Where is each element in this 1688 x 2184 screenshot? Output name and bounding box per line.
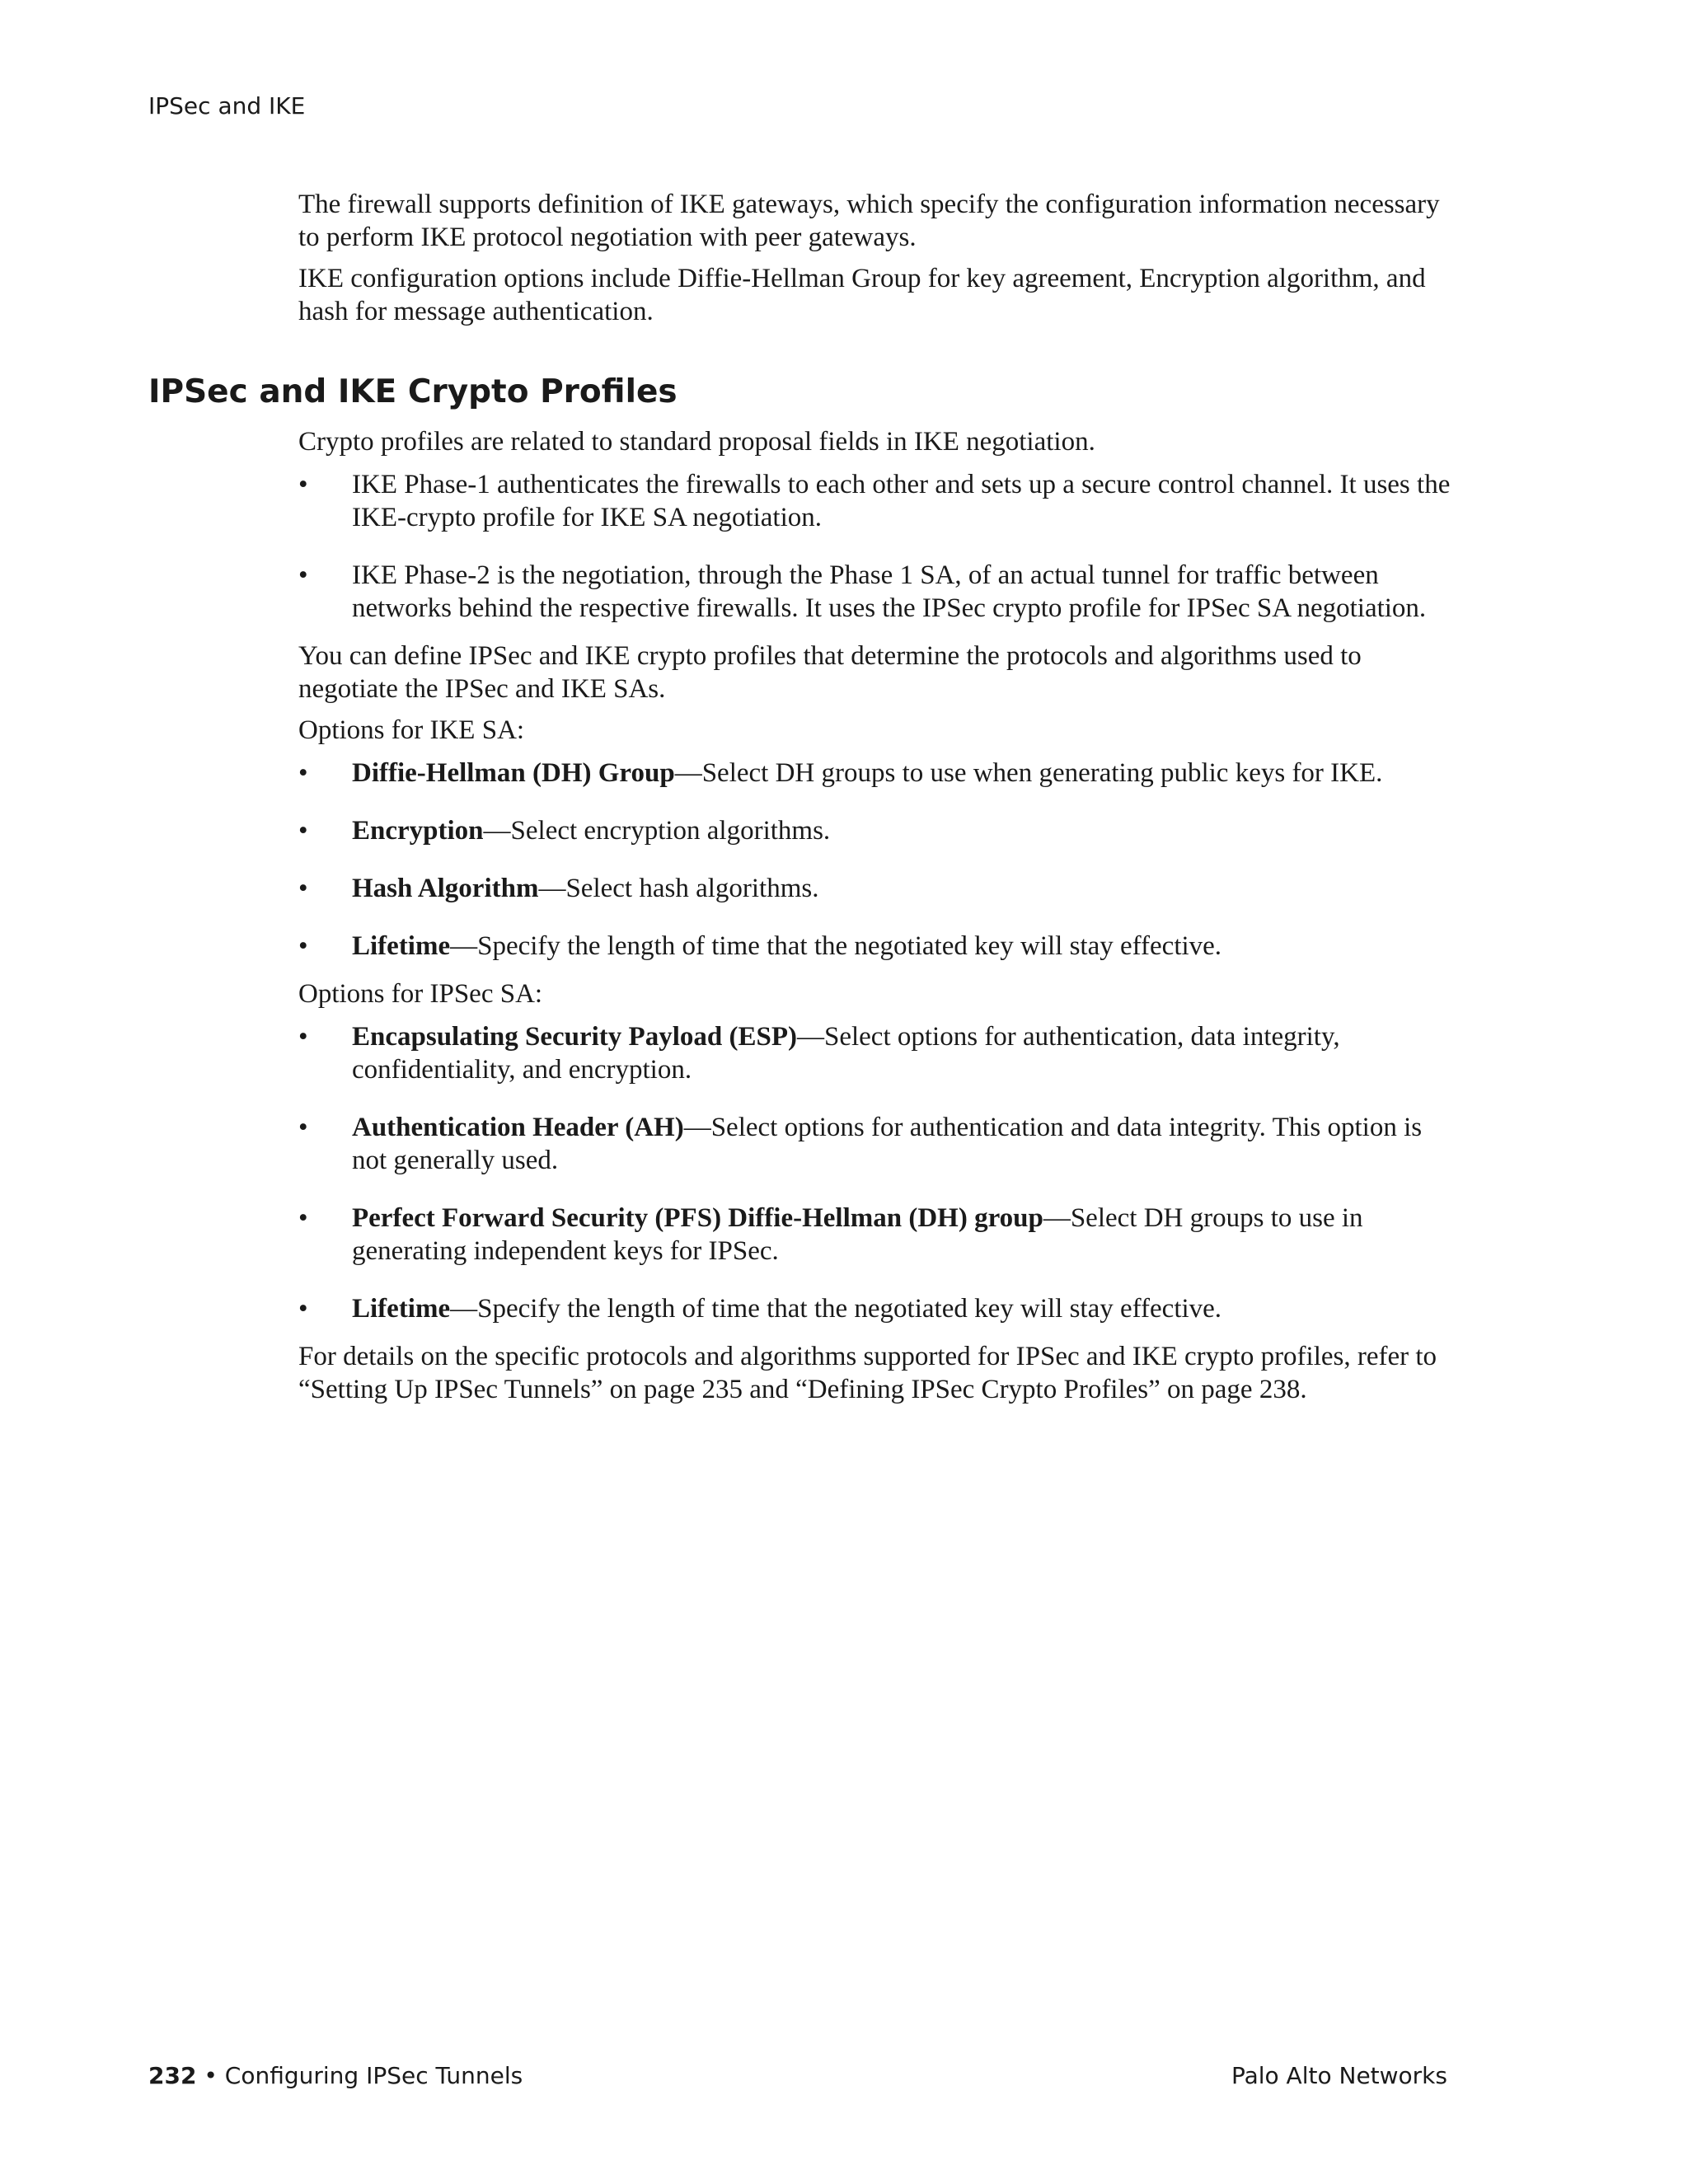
section-paragraph-2: You can define IPSec and IKE crypto profiles that determine the protocols and algorithms used to negotiate the IPSec and IKE SAs.	[298, 641, 1362, 704]
bullet-icon: •	[298, 1113, 308, 1142]
bullet-icon: •	[298, 816, 308, 846]
running-header: IPSec and IKE	[148, 92, 306, 120]
bullet-icon: •	[298, 560, 308, 590]
ike-options-list	[298, 757, 1451, 963]
footer-separator: •	[196, 2062, 225, 2089]
list-item: • IKE Phase-2 is the negotiation, through the Phase 1 SA, of an actual tunnel for traffic between networks behind the respective firewalls. It uses the IPSec crypto profile for IPSec SA negotiation.	[298, 560, 1427, 623]
footer-chapter: Configuring IPSec Tunnels	[224, 2062, 523, 2089]
list-item: • Perfect Forward Security (PFS) Diffie-Hellman (DH) group—Select DH groups to use in generating independent keys for IPSec.	[298, 1203, 1363, 1266]
list-item: • Lifetime—Specify the length of time that the negotiated key will stay effective.	[298, 931, 1222, 961]
list-item: • Hash Algorithm—Select hash algorithms.	[298, 874, 819, 903]
bullet-icon: •	[298, 874, 308, 903]
list-item: • IKE Phase-1 authenticates the firewalls to each other and sets up a secure control channel. It uses the IKE-crypto profile for IKE SA negotiation.	[298, 470, 1451, 532]
list-item: • Diffie-Hellman (DH) Group—Select DH groups to use when generating public keys for IKE.	[298, 758, 1383, 788]
footer-left	[148, 2062, 523, 2089]
ipsec-options-label: Options for IPSec SA:	[298, 979, 543, 1009]
section-paragraph-1: Crypto profiles are related to standard proposal fields in IKE negotiation.	[298, 427, 1095, 457]
bullet-icon: •	[298, 1203, 308, 1233]
bullet-icon: •	[298, 758, 308, 788]
phase-bullet-list	[298, 468, 1451, 625]
footer-publisher: Palo Alto Networks	[1231, 2062, 1447, 2089]
list-item: • Authentication Header (AH)—Select options for authentication and data integrity. This option is not generally used.	[298, 1113, 1423, 1175]
section-paragraph-3: For details on the specific protocols and algorithms supported for IPSec and IKE crypto profiles, refer to “Setting Up IPSec Tunnels” on page 235 and “Defining IPSec Crypto Profiles” on page 238.	[298, 1342, 1437, 1404]
intro-paragraph-2: IKE configuration options include Diffie-Hellman Group for key agreement, Encryption algorithm, and hash for message authentication.	[298, 264, 1426, 326]
bullet-icon: •	[298, 470, 308, 499]
section-heading: IPSec and IKE Crypto Profiles	[148, 373, 678, 410]
intro-paragraph-1: The firewall supports definition of IKE gateways, which specify the configuration information necessary to perform IKE protocol negotiation with peer gateways.	[298, 190, 1440, 252]
ike-options-label: Options for IKE SA:	[298, 715, 525, 745]
bullet-icon: •	[298, 931, 308, 961]
page-content	[148, 188, 1451, 1414]
list-item: • Encapsulating Security Payload (ESP)—Select options for authentication, data integrity, confidentiality, and encryption.	[298, 1022, 1340, 1085]
page-number: 232	[148, 2062, 197, 2089]
bullet-icon: •	[298, 1022, 308, 1052]
ipsec-options-list	[298, 1020, 1451, 1325]
list-item: • Lifetime—Specify the length of time that the negotiated key will stay effective.	[298, 1294, 1222, 1324]
list-item: • Encryption—Select encryption algorithms.	[298, 816, 831, 846]
bullet-icon: •	[298, 1294, 308, 1324]
